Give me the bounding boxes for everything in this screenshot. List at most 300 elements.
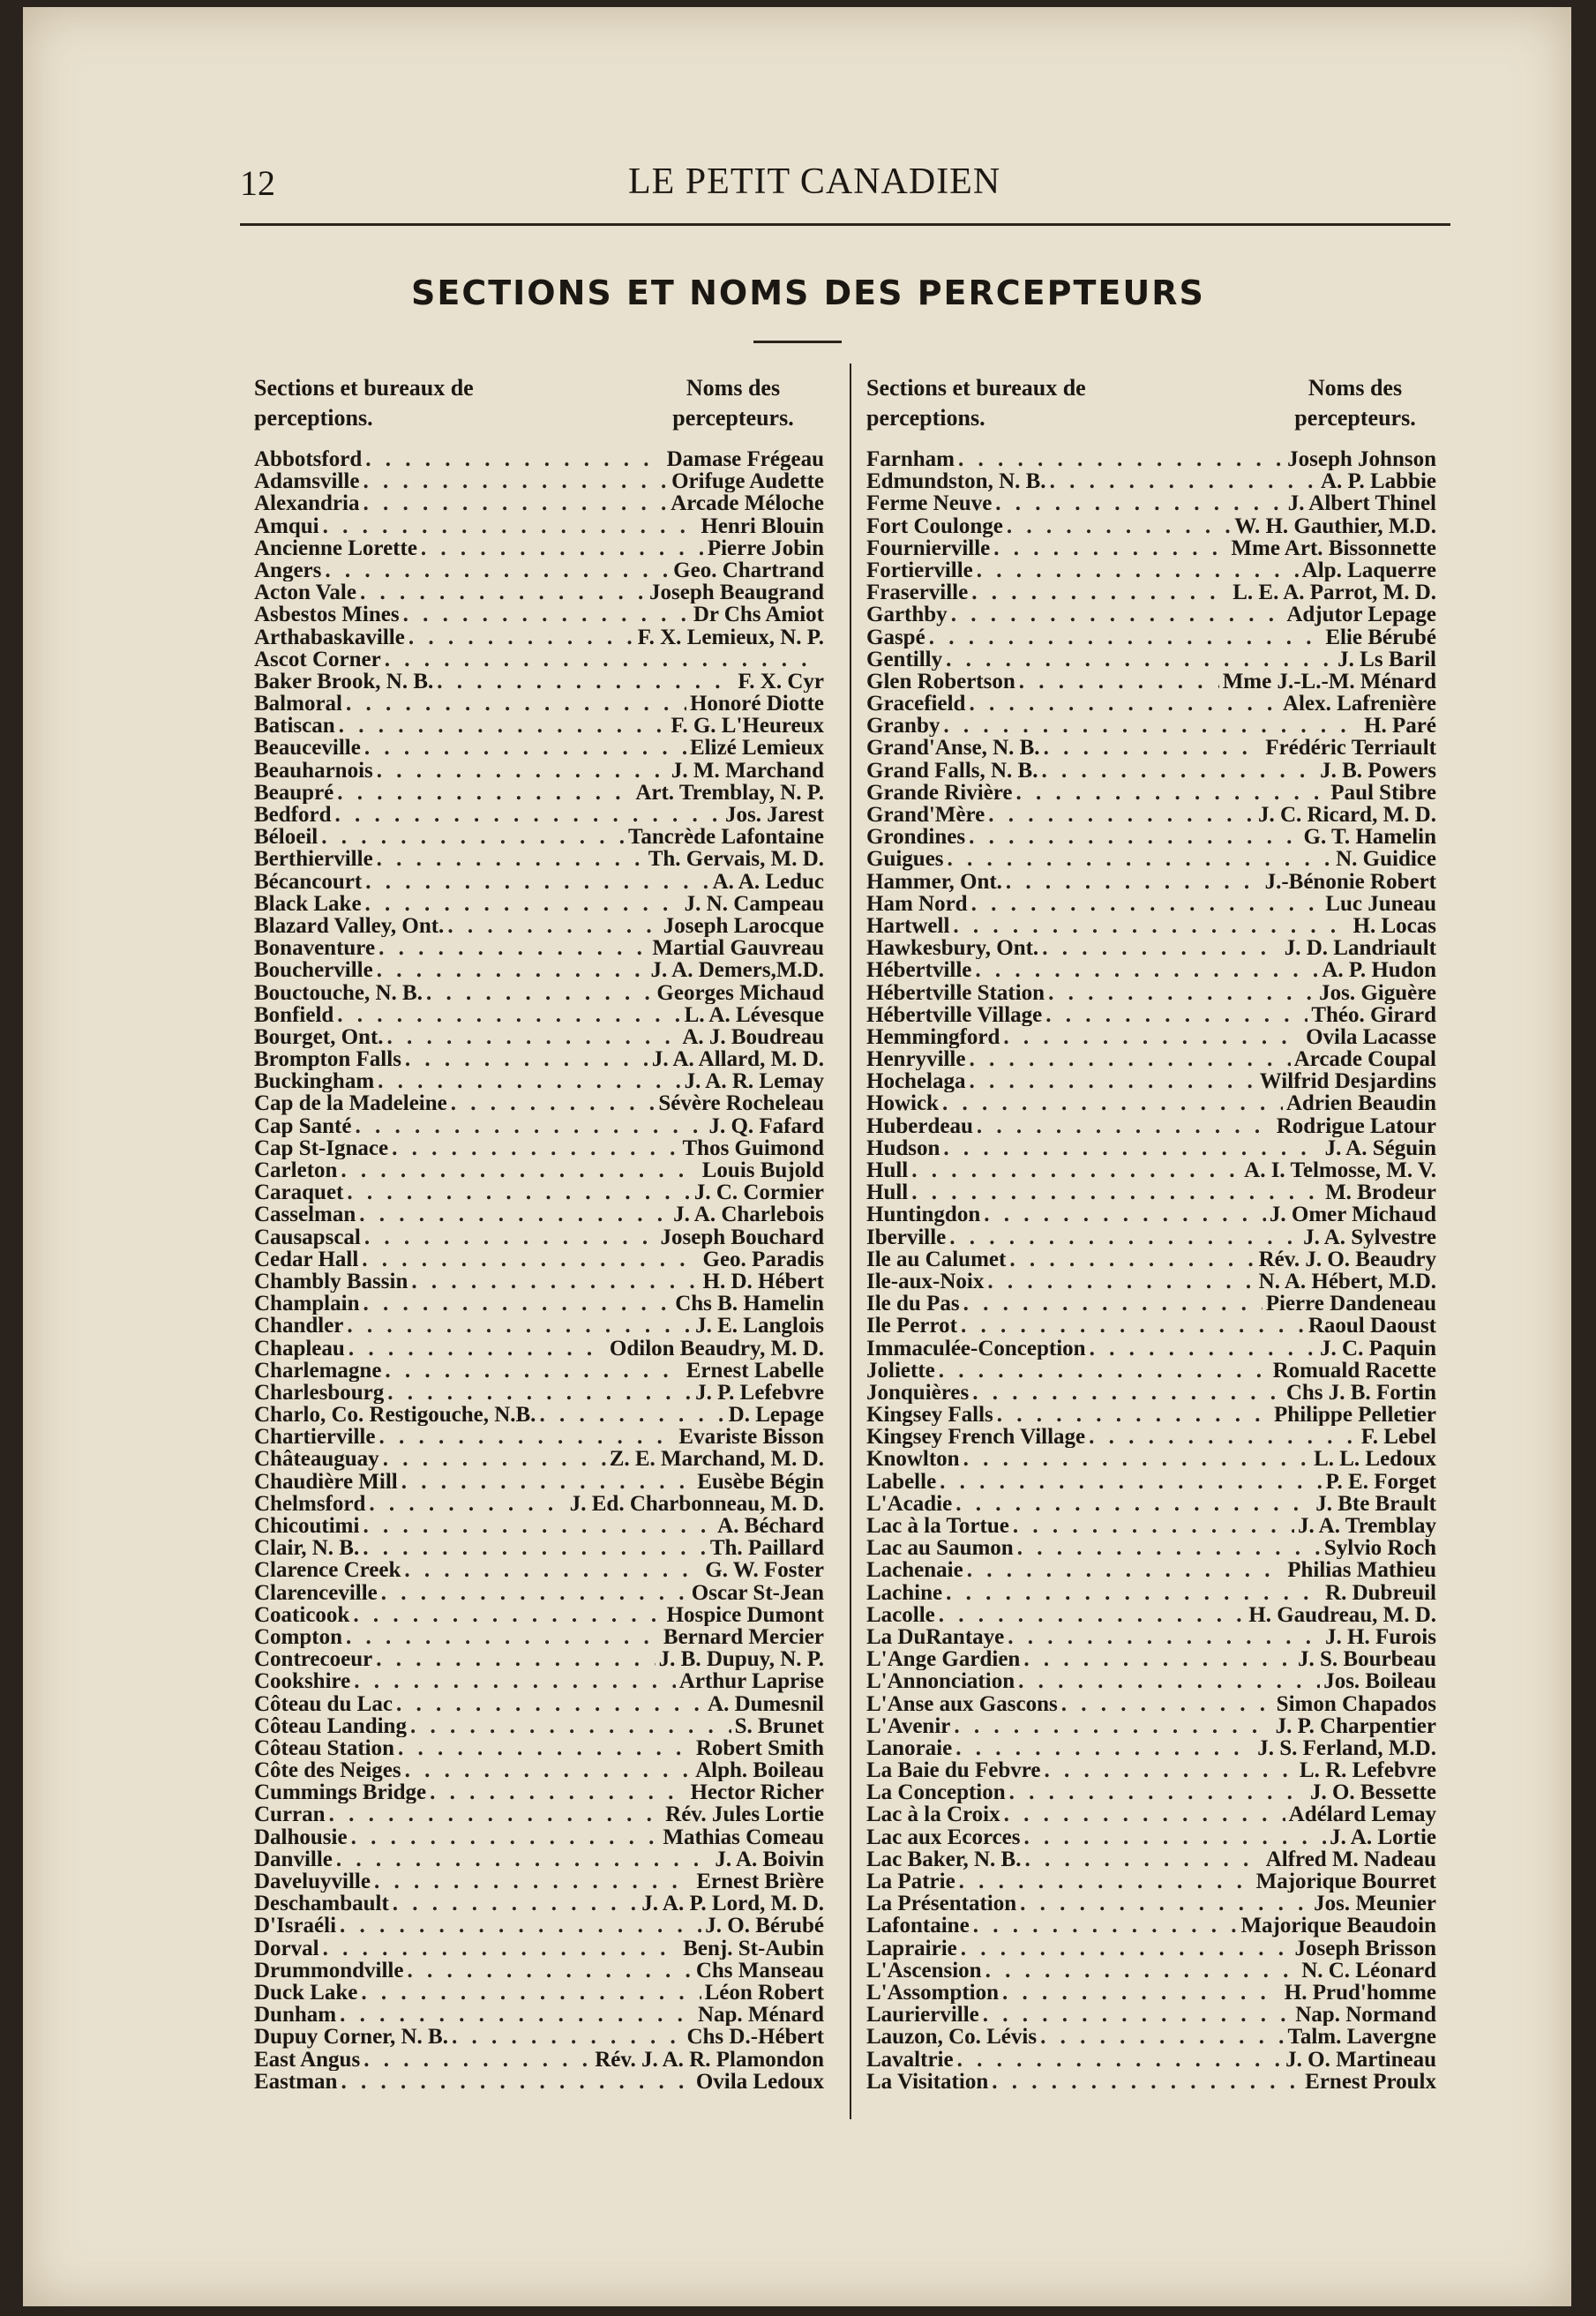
list-item	[866, 1626, 1436, 1648]
list-item	[866, 1737, 1436, 1759]
section-name: Farnham	[866, 448, 955, 471]
dot-leader	[339, 715, 668, 737]
section-name: Boucherville	[254, 959, 373, 982]
list-item	[254, 626, 824, 648]
collector-name: Raoul Daoust	[1308, 1315, 1436, 1338]
dot-leader	[992, 2071, 1301, 2093]
section-name: La Patrie	[866, 1870, 955, 1893]
list-item	[254, 470, 824, 492]
section-name: Cap de la Madeleine	[254, 1092, 447, 1115]
dot-leader	[393, 1893, 638, 1915]
dot-leader	[1018, 1670, 1320, 1692]
section-name: Brompton Falls	[254, 1048, 401, 1071]
section-name: Dunham	[254, 2004, 337, 2027]
dot-leader	[354, 1670, 676, 1692]
collector-name: Jos. Meunier	[1314, 1893, 1436, 1915]
section-name: Lafontaine	[866, 1915, 970, 1937]
collector-name: Théo. Girard	[1311, 1003, 1436, 1026]
list-item	[866, 1803, 1436, 1825]
section-name: Contrecoeur	[254, 1648, 373, 1671]
list-item	[866, 1004, 1436, 1026]
dot-leader	[940, 1471, 1322, 1493]
header-rule	[240, 223, 1450, 226]
dot-leader	[1050, 470, 1317, 492]
dot-leader	[983, 2004, 1293, 2026]
section-name: Lac aux Ecorces	[866, 1825, 1021, 1848]
collector-name: Joseph Brisson	[1294, 1937, 1436, 1960]
collector-name: A. J. Boudreau	[682, 1025, 824, 1049]
dot-leader	[396, 1693, 704, 1715]
dot-leader	[973, 1915, 1238, 1937]
list-item	[254, 1670, 824, 1692]
dot-leader	[340, 2004, 694, 2026]
collector-name: J. Omer Michaud	[1269, 1203, 1436, 1226]
collector-name: J. A. P. Lord, M. D.	[641, 1893, 824, 1915]
collector-name: J. D. Landriault	[1284, 937, 1436, 960]
section-name: Lac à la Tortue	[866, 1515, 1009, 1538]
dot-leader	[451, 1092, 656, 1114]
section-name: Deschambault	[254, 1893, 389, 1915]
list-item	[866, 1315, 1436, 1337]
collector-name: Chs B. Hamelin	[675, 1293, 824, 1315]
section-name: Côteau Station	[254, 1736, 395, 1760]
collector-name: J. C. Paquin	[1320, 1337, 1436, 1360]
collector-name: J. A. Séguin	[1324, 1136, 1436, 1159]
section-name: Ferme Neuve	[866, 492, 993, 515]
list-item	[254, 1248, 824, 1270]
dot-leader	[341, 1159, 698, 1181]
collector-name: H. D. Hébert	[702, 1270, 824, 1293]
collector-name: Jos. Boileau	[1323, 1670, 1436, 1693]
list-item	[254, 1360, 824, 1382]
dot-leader	[957, 2049, 1283, 2071]
list-item	[254, 715, 824, 737]
collector-name: Joseph Larocque	[663, 914, 824, 938]
section-name: Causapscal	[254, 1225, 361, 1248]
collector-name: N. C. Léonard	[1301, 1959, 1436, 1982]
list-item	[866, 1582, 1436, 1604]
dot-leader	[953, 915, 1349, 937]
collector-name: Chs D.-Hébert	[686, 2026, 824, 2049]
list-item	[866, 1848, 1436, 1870]
dot-leader	[911, 1181, 1322, 1203]
collector-name: P. E. Forget	[1325, 1470, 1436, 1493]
section-name: Chandler	[254, 1315, 344, 1338]
running-title: LE PETIT CANADIEN	[628, 161, 1001, 202]
section-name: Lachine	[866, 1581, 943, 1604]
dot-leader	[430, 1781, 686, 1803]
list-item	[254, 1893, 824, 1915]
page-number: 12	[240, 163, 275, 203]
section-name: La Visitation	[866, 2070, 989, 2093]
list-item	[254, 1937, 824, 1960]
dot-leader	[411, 1270, 699, 1293]
section-name: Lacolle	[866, 1603, 935, 1626]
dot-leader	[1089, 1426, 1358, 1448]
dot-leader	[955, 1493, 1312, 1515]
collector-name: Dr Chs Amiot	[693, 603, 824, 626]
list-item	[866, 782, 1436, 804]
dot-leader	[942, 1092, 1283, 1114]
dot-leader	[385, 648, 820, 671]
list-item	[254, 1915, 824, 1937]
dot-leader	[346, 693, 686, 715]
section-name: Grand'Mère	[866, 804, 985, 827]
section-name: Angers	[254, 558, 322, 582]
list-item	[866, 2004, 1436, 2026]
dot-leader	[323, 1937, 680, 1960]
collector-name: Ernest Labelle	[686, 1359, 824, 1382]
collector-name: J. N. Campeau	[684, 892, 824, 915]
list-item	[866, 1293, 1436, 1315]
dot-leader	[353, 1604, 663, 1626]
section-name: Cookshire	[254, 1670, 351, 1693]
section-name: Chaudière Mill	[254, 1470, 398, 1493]
collector-name: J. O. Martineau	[1285, 2048, 1436, 2071]
dot-leader	[970, 1070, 1256, 1092]
list-item	[866, 1448, 1436, 1470]
collector-name: Geo. Paradis	[702, 1248, 824, 1270]
section-name: Lachenaie	[866, 1559, 963, 1582]
list-item	[254, 1382, 824, 1404]
list-item	[866, 1203, 1436, 1225]
section-name: Lauzon, Co. Lévis	[866, 2026, 1038, 2049]
list-item	[254, 559, 824, 581]
collector-name: Romuald Racette	[1272, 1359, 1436, 1382]
collector-name: Oscar St-Jean	[691, 1581, 824, 1604]
list-item	[254, 1426, 824, 1448]
collector-name: Jos. Giguère	[1319, 981, 1436, 1004]
collector-name: Wilfrid Desjardins	[1259, 1070, 1436, 1093]
list-item	[254, 671, 824, 693]
section-name: Glen Robertson	[866, 670, 1015, 693]
dot-leader	[363, 2049, 591, 2071]
dot-leader	[398, 1737, 693, 1759]
list-item	[254, 693, 824, 715]
list-item	[254, 1537, 824, 1559]
dot-leader	[1048, 982, 1315, 1004]
section-name: Fortierville	[866, 558, 973, 582]
dot-leader	[378, 1426, 675, 1448]
collector-name: J. A. Demers,M.D.	[650, 959, 824, 982]
section-name: Hudson	[866, 1136, 940, 1159]
list-item	[866, 1115, 1436, 1137]
dot-leader	[948, 848, 1333, 870]
list-item	[254, 1471, 824, 1493]
dot-leader	[969, 693, 1279, 715]
section-name: Laurierville	[866, 2004, 979, 2027]
dot-leader	[1042, 937, 1281, 959]
collector-name: J. S. Ferland, M.D.	[1257, 1736, 1436, 1760]
section-name: Adamsville	[254, 470, 360, 493]
section-name: Cummings Bridge	[254, 1781, 427, 1804]
collector-name: J. A. Tremblay	[1298, 1515, 1436, 1538]
list-item	[866, 1937, 1436, 1960]
list-item	[254, 893, 824, 915]
dot-leader	[1020, 1893, 1310, 1915]
section-name: Joliette	[866, 1359, 935, 1382]
list-item	[866, 1515, 1436, 1537]
list-item	[866, 1915, 1436, 1937]
dot-leader	[955, 1737, 1254, 1759]
section-name: La Baie du Febvre	[866, 1759, 1041, 1782]
list-item	[254, 1803, 824, 1825]
dot-leader	[377, 760, 668, 782]
collector-name: J. P. Lefebvre	[695, 1381, 824, 1405]
collector-name: J. O. Bessette	[1309, 1781, 1436, 1804]
section-name: Asbestos Mines	[254, 603, 400, 626]
section-name: Hull	[866, 1159, 909, 1182]
dot-leader	[1044, 1759, 1295, 1781]
dot-leader	[363, 1537, 707, 1559]
section-name: Knowlton	[866, 1448, 960, 1471]
section-name: Fort Coulonge	[866, 514, 1003, 537]
section-name: Chapleau	[254, 1337, 345, 1360]
section-name: Labelle	[866, 1470, 937, 1493]
dot-leader	[1090, 1338, 1316, 1360]
dot-leader	[985, 1960, 1299, 1982]
section-name: Bourget, Ont.	[254, 1025, 384, 1049]
section-name: L'Ange Gardien	[866, 1648, 1021, 1671]
dot-leader	[377, 959, 648, 981]
list-item	[254, 1070, 824, 1092]
list-item	[866, 1759, 1436, 1781]
list-item	[254, 915, 824, 937]
list-item	[254, 1870, 824, 1893]
collector-name: Ernest Brière	[696, 1870, 824, 1893]
section-title: SECTIONS ET NOMS DES PERCEPTEURS	[411, 274, 1205, 312]
dot-leader	[385, 1360, 682, 1382]
collector-name: J.-Bénonie Robert	[1264, 870, 1436, 893]
section-name: Grand'Anse, N. B.	[866, 737, 1040, 760]
collector-name: Eusèbe Bégin	[697, 1470, 824, 1493]
list-item	[254, 1626, 824, 1648]
collector-name: Arthur Laprise	[678, 1670, 824, 1693]
collector-name: Tancrède Lafontaine	[628, 826, 824, 849]
list-item	[866, 1048, 1436, 1070]
collector-name: W. H. Gauthier, M.D.	[1234, 514, 1436, 537]
dot-leader	[347, 1181, 690, 1203]
section-name: Laprairie	[866, 1937, 957, 1960]
dot-leader	[993, 537, 1227, 559]
list-item	[254, 1559, 824, 1581]
collector-name: Sylvio Roch	[1323, 1537, 1436, 1560]
list-item	[866, 804, 1436, 826]
dot-leader	[946, 1582, 1322, 1604]
section-name: Huntingdon	[866, 1203, 981, 1226]
list-item	[866, 715, 1436, 737]
list-item	[866, 448, 1436, 470]
dot-leader	[997, 1404, 1270, 1426]
section-name: Charlesbourg	[254, 1381, 385, 1405]
right-sections-header: Sections et bureaux de perceptions.	[866, 375, 1086, 431]
list-item	[254, 2049, 824, 2071]
dot-leader	[977, 559, 1299, 581]
section-name: Hochelaga	[866, 1070, 966, 1093]
section-name: Grande Rivière	[866, 781, 1013, 804]
dot-leader	[387, 1026, 679, 1048]
section-name: Huberdeau	[866, 1114, 973, 1137]
collector-name: Th. Gervais, M. D.	[648, 848, 824, 871]
dot-leader	[421, 537, 704, 559]
collector-name: Majorique Beaudoin	[1240, 1915, 1436, 1937]
dot-leader	[401, 1471, 693, 1493]
section-name: Garthby	[866, 603, 948, 626]
dot-leader	[381, 1582, 688, 1604]
dot-leader	[971, 893, 1323, 915]
dot-leader	[447, 915, 659, 937]
list-item	[254, 1493, 824, 1515]
list-item	[866, 1070, 1436, 1092]
dot-leader	[404, 1559, 701, 1581]
dot-leader	[971, 581, 1229, 603]
section-name: Béloeil	[254, 826, 318, 849]
collector-name: Damase Frégeau	[666, 448, 824, 471]
section-name: Côteau du Lac	[254, 1692, 393, 1715]
section-name: Jonquières	[866, 1381, 970, 1405]
list-item	[254, 537, 824, 559]
dot-leader	[963, 1293, 1263, 1315]
section-name: Edmundston, N. B.	[866, 470, 1046, 493]
section-name: Châteauguay	[254, 1448, 379, 1471]
collector-name: F. X. Cyr	[738, 670, 824, 693]
section-name: L'Annonciation	[866, 1670, 1015, 1693]
collector-name: Rodrigue Latour	[1276, 1114, 1436, 1137]
section-name: Hammer, Ont.	[866, 870, 1002, 893]
list-item	[866, 959, 1436, 981]
dot-leader	[323, 515, 698, 537]
collector-name: R. Dubreuil	[1325, 1581, 1436, 1604]
dot-leader	[959, 1870, 1253, 1893]
dot-leader	[1003, 1026, 1302, 1048]
dot-leader	[939, 1360, 1270, 1382]
dot-leader	[337, 782, 632, 804]
list-item	[254, 1203, 824, 1225]
section-name: Compton	[254, 1625, 343, 1649]
section-name: La DuRantaye	[866, 1625, 1005, 1649]
dot-leader	[364, 737, 686, 759]
section-name: Granby	[866, 715, 940, 738]
collector-name: Sévère Rocheleau	[658, 1092, 824, 1115]
dot-leader	[984, 1203, 1266, 1225]
collector-name: M. Brodeur	[1325, 1181, 1436, 1204]
collector-name: Arcade Méloche	[671, 492, 824, 515]
dot-leader	[335, 804, 722, 826]
collector-name: L. E. A. Parrot, M. D.	[1233, 581, 1436, 604]
collector-name: Martial Gauvreau	[652, 937, 824, 960]
list-item	[866, 470, 1436, 492]
dot-leader	[1061, 1693, 1273, 1715]
section-name: Duck Lake	[254, 1981, 358, 2005]
section-name: Cap Santé	[254, 1114, 352, 1137]
collector-name: Ovila Ledoux	[695, 2070, 824, 2093]
collector-name: L. L. Ledoux	[1314, 1448, 1436, 1471]
collector-name: A. P. Hudon	[1322, 959, 1436, 982]
list-item	[866, 693, 1436, 715]
section-name: Bonfield	[254, 1003, 334, 1026]
section-name: Drummondville	[254, 1959, 404, 1982]
section-name: Iberville	[866, 1225, 947, 1248]
section-name: Casselman	[254, 1203, 356, 1226]
list-item	[254, 1004, 824, 1026]
dot-leader	[336, 1848, 711, 1870]
dot-leader	[1006, 871, 1262, 893]
list-item	[866, 671, 1436, 693]
collector-name: Adjutor Lepage	[1286, 603, 1436, 626]
collector-name: N. Guidice	[1336, 848, 1436, 871]
section-name: Côte des Neiges	[254, 1759, 401, 1782]
section-name: Cedar Hall	[254, 1248, 359, 1270]
dot-leader	[362, 1248, 699, 1270]
list-item	[866, 1181, 1436, 1203]
list-item	[254, 826, 824, 848]
list-item	[866, 1092, 1436, 1114]
list-item	[254, 871, 824, 893]
dot-leader	[383, 1448, 606, 1470]
collector-name: Luc Juneau	[1325, 892, 1436, 915]
section-name: Ile du Pas	[866, 1293, 960, 1315]
dot-leader	[946, 648, 1334, 671]
section-name: Lac à la Croix	[866, 1803, 1000, 1826]
section-name: L'Assomption	[866, 1981, 1000, 2005]
dot-leader	[1024, 1848, 1262, 1870]
section-name: Howick	[866, 1092, 939, 1115]
collector-name: N. A. Hébert, M.D.	[1258, 1270, 1436, 1293]
dot-leader	[408, 626, 634, 648]
list-item	[254, 782, 824, 804]
dot-leader	[426, 982, 653, 1004]
list-item	[866, 915, 1436, 937]
section-name: Beaupré	[254, 781, 334, 804]
collector-name: L. A. Lévesque	[684, 1003, 824, 1026]
section-name: L'Acadie	[866, 1492, 953, 1515]
dot-leader	[410, 1715, 731, 1737]
collector-name: G. W. Foster	[705, 1559, 824, 1582]
section-name: Charlemagne	[254, 1359, 382, 1382]
list-item	[254, 1582, 824, 1604]
collector-name: J. A. Sylvestre	[1303, 1225, 1436, 1248]
section-name: Hawkesbury, Ont.	[866, 937, 1039, 960]
list-item	[866, 603, 1436, 626]
section-name: Curran	[254, 1803, 326, 1826]
collector-name: J. Ed. Charbonneau, M. D.	[569, 1492, 824, 1515]
section-name: Dorval	[254, 1937, 319, 1960]
collector-name: Mme Art. Bissonnette	[1231, 536, 1436, 559]
dot-leader	[348, 1338, 606, 1360]
collector-name: F. Lebel	[1360, 1426, 1436, 1449]
section-name: Champlain	[254, 1293, 360, 1315]
section-name: Carleton	[254, 1159, 338, 1182]
list-item	[254, 1315, 824, 1337]
list-item	[866, 1537, 1436, 1559]
collector-name: Georges Michaud	[656, 981, 824, 1004]
dot-leader	[329, 1803, 663, 1825]
list-item	[254, 760, 824, 782]
list-item	[254, 1159, 824, 1181]
collector-name: H. Locas	[1352, 914, 1436, 938]
dot-leader	[376, 1648, 655, 1670]
dot-leader	[321, 826, 625, 848]
list-item	[254, 1115, 824, 1137]
section-name: Hébertville	[866, 959, 972, 982]
collector-name: Mathias Comeau	[663, 1825, 824, 1848]
collector-name: H. Prud'homme	[1284, 1981, 1436, 2005]
dot-leader	[539, 1404, 724, 1426]
section-name: Chartierville	[254, 1426, 376, 1449]
collector-name: Alph. Boileau	[695, 1759, 824, 1782]
section-name: Beauceville	[254, 737, 361, 760]
collector-name: Elizé Lemieux	[689, 737, 824, 760]
